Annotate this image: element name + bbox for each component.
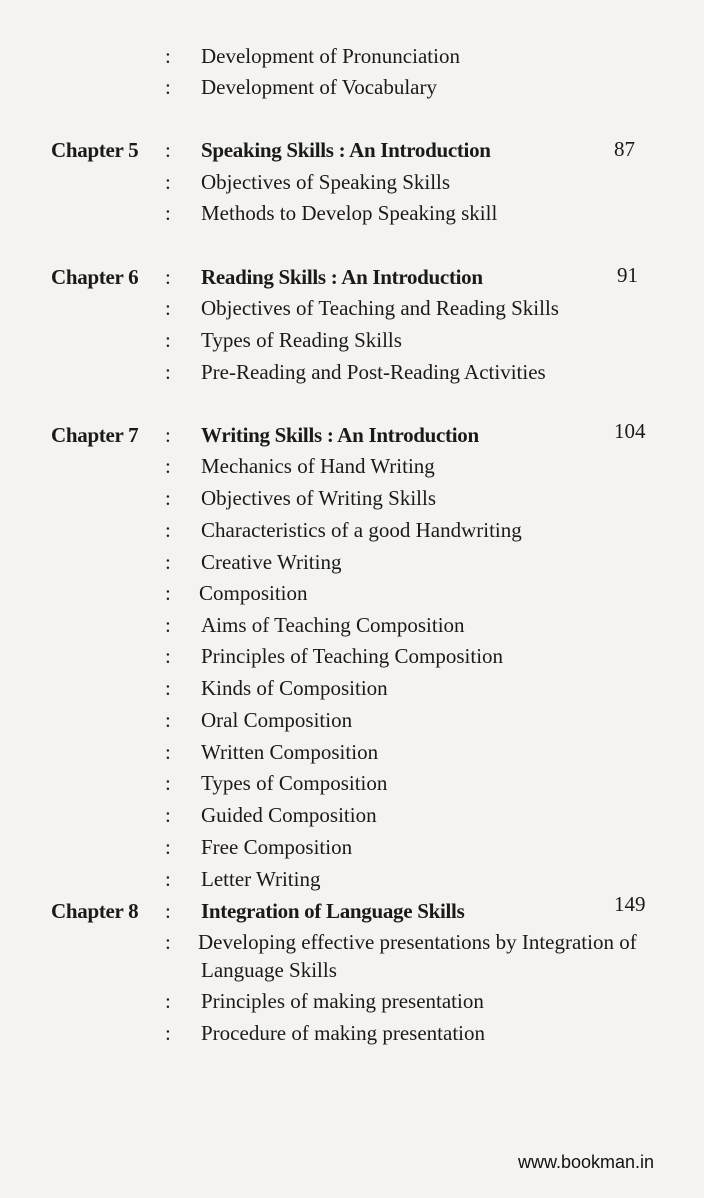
separator-colon: :: [165, 930, 171, 954]
page-number: 87: [614, 137, 635, 161]
separator-colon: :: [165, 265, 171, 289]
separator-colon: :: [165, 360, 171, 384]
toc-entry: [0, 737, 704, 767]
entry-text: Objectives of Writing Skills: [201, 486, 436, 510]
separator-colon: :: [165, 44, 171, 68]
chapter-label: Chapter 6: [51, 265, 139, 289]
separator-colon: :: [165, 1021, 171, 1045]
entry-text: Written Composition: [201, 740, 379, 764]
toc-entry: [0, 41, 704, 71]
entry-text: Types of Reading Skills: [201, 328, 402, 352]
separator-colon: :: [165, 550, 171, 574]
entry-text: Creative Writing: [201, 550, 342, 574]
chapter-heading: [0, 420, 704, 450]
chapter-label: Chapter 5: [51, 138, 139, 162]
toc-entry: [0, 986, 704, 1016]
entry-text: Letter Writing: [201, 867, 321, 891]
entry-text: Oral Composition: [201, 708, 353, 732]
entry-text: Objectives of Speaking Skills: [201, 170, 451, 194]
page-number: 91: [617, 263, 638, 287]
toc-entry: [0, 357, 704, 387]
separator-colon: :: [165, 613, 171, 637]
toc-entry: [0, 705, 704, 735]
separator-colon: :: [165, 581, 171, 605]
separator-colon: :: [165, 296, 171, 320]
separator-colon: :: [165, 328, 171, 352]
toc-entry: [0, 198, 704, 228]
separator-colon: :: [165, 423, 171, 447]
separator-colon: :: [165, 867, 171, 891]
entry-text: Composition: [199, 581, 308, 605]
chapter-label: Chapter 8: [51, 899, 139, 923]
chapter-title: Writing Skills : An Introduction: [201, 423, 479, 447]
entry-text: Development of Pronunciation: [201, 44, 460, 68]
separator-colon: :: [165, 771, 171, 795]
entry-text: Guided Composition: [201, 803, 377, 827]
toc-entry: [0, 72, 704, 102]
chapter-title: Integration of Language Skills: [201, 899, 465, 923]
entry-text: Characteristics of a good Handwriting: [201, 518, 522, 542]
entry-text: Aims of Teaching Composition: [201, 613, 465, 637]
toc-entry-continuation: [0, 955, 704, 985]
toc-entry: [0, 451, 704, 481]
entry-text: Objectives of Teaching and Reading Skills: [201, 296, 559, 320]
separator-colon: :: [165, 676, 171, 700]
entry-text: Free Composition: [201, 835, 353, 859]
separator-colon: :: [165, 835, 171, 859]
entry-text: Language Skills: [201, 958, 337, 982]
separator-colon: :: [165, 138, 171, 162]
chapter-title: Reading Skills : An Introduction: [201, 265, 483, 289]
toc-entry: [0, 515, 704, 545]
entry-text: Principles of Teaching Composition: [201, 644, 504, 668]
entry-text: Developing effective presentations by Integration of: [198, 930, 637, 954]
separator-colon: :: [165, 454, 171, 478]
chapter-title: Speaking Skills : An Introduction: [201, 138, 491, 162]
toc-entry: [0, 832, 704, 862]
toc-entry: [0, 293, 704, 323]
chapter-heading: [0, 892, 704, 926]
toc-entry: [0, 800, 704, 830]
separator-colon: :: [165, 740, 171, 764]
entry-text: Principles of making presentation: [201, 989, 484, 1013]
toc-entry: [0, 578, 704, 608]
entry-text: Procedure of making presentation: [201, 1021, 485, 1045]
toc-entry: [0, 483, 704, 513]
entry-text: Mechanics of Hand Writing: [201, 454, 435, 478]
page-number: 104: [614, 419, 646, 443]
toc-entry: [0, 167, 704, 197]
entry-text: Kinds of Composition: [201, 676, 388, 700]
separator-colon: :: [165, 899, 171, 923]
toc-entry: [0, 768, 704, 798]
separator-colon: :: [165, 644, 171, 668]
chapter-heading: [0, 135, 704, 165]
separator-colon: :: [165, 518, 171, 542]
separator-colon: :: [165, 803, 171, 827]
toc-entry: [0, 927, 704, 957]
toc-entry: [0, 325, 704, 355]
chapter-heading: [0, 262, 704, 292]
toc-entry: [0, 673, 704, 703]
separator-colon: :: [165, 989, 171, 1013]
entry-text: Development of Vocabulary: [201, 75, 437, 99]
toc-entry: [0, 864, 704, 894]
page-number: 149: [614, 892, 646, 916]
toc-entry: [0, 641, 704, 671]
toc-entry: [0, 1018, 704, 1048]
separator-colon: :: [165, 170, 171, 194]
separator-colon: :: [165, 708, 171, 732]
separator-colon: :: [165, 201, 171, 225]
separator-colon: :: [165, 486, 171, 510]
toc-entry: [0, 610, 704, 640]
entry-text: Types of Composition: [201, 771, 388, 795]
entry-text: Pre-Reading and Post-Reading Activities: [201, 360, 546, 384]
separator-colon: :: [165, 75, 171, 99]
entry-text: Methods to Develop Speaking skill: [201, 201, 498, 225]
toc-entry: [0, 547, 704, 577]
publisher-url: www.bookman.in: [518, 1152, 655, 1172]
chapter-label: Chapter 7: [51, 423, 139, 447]
